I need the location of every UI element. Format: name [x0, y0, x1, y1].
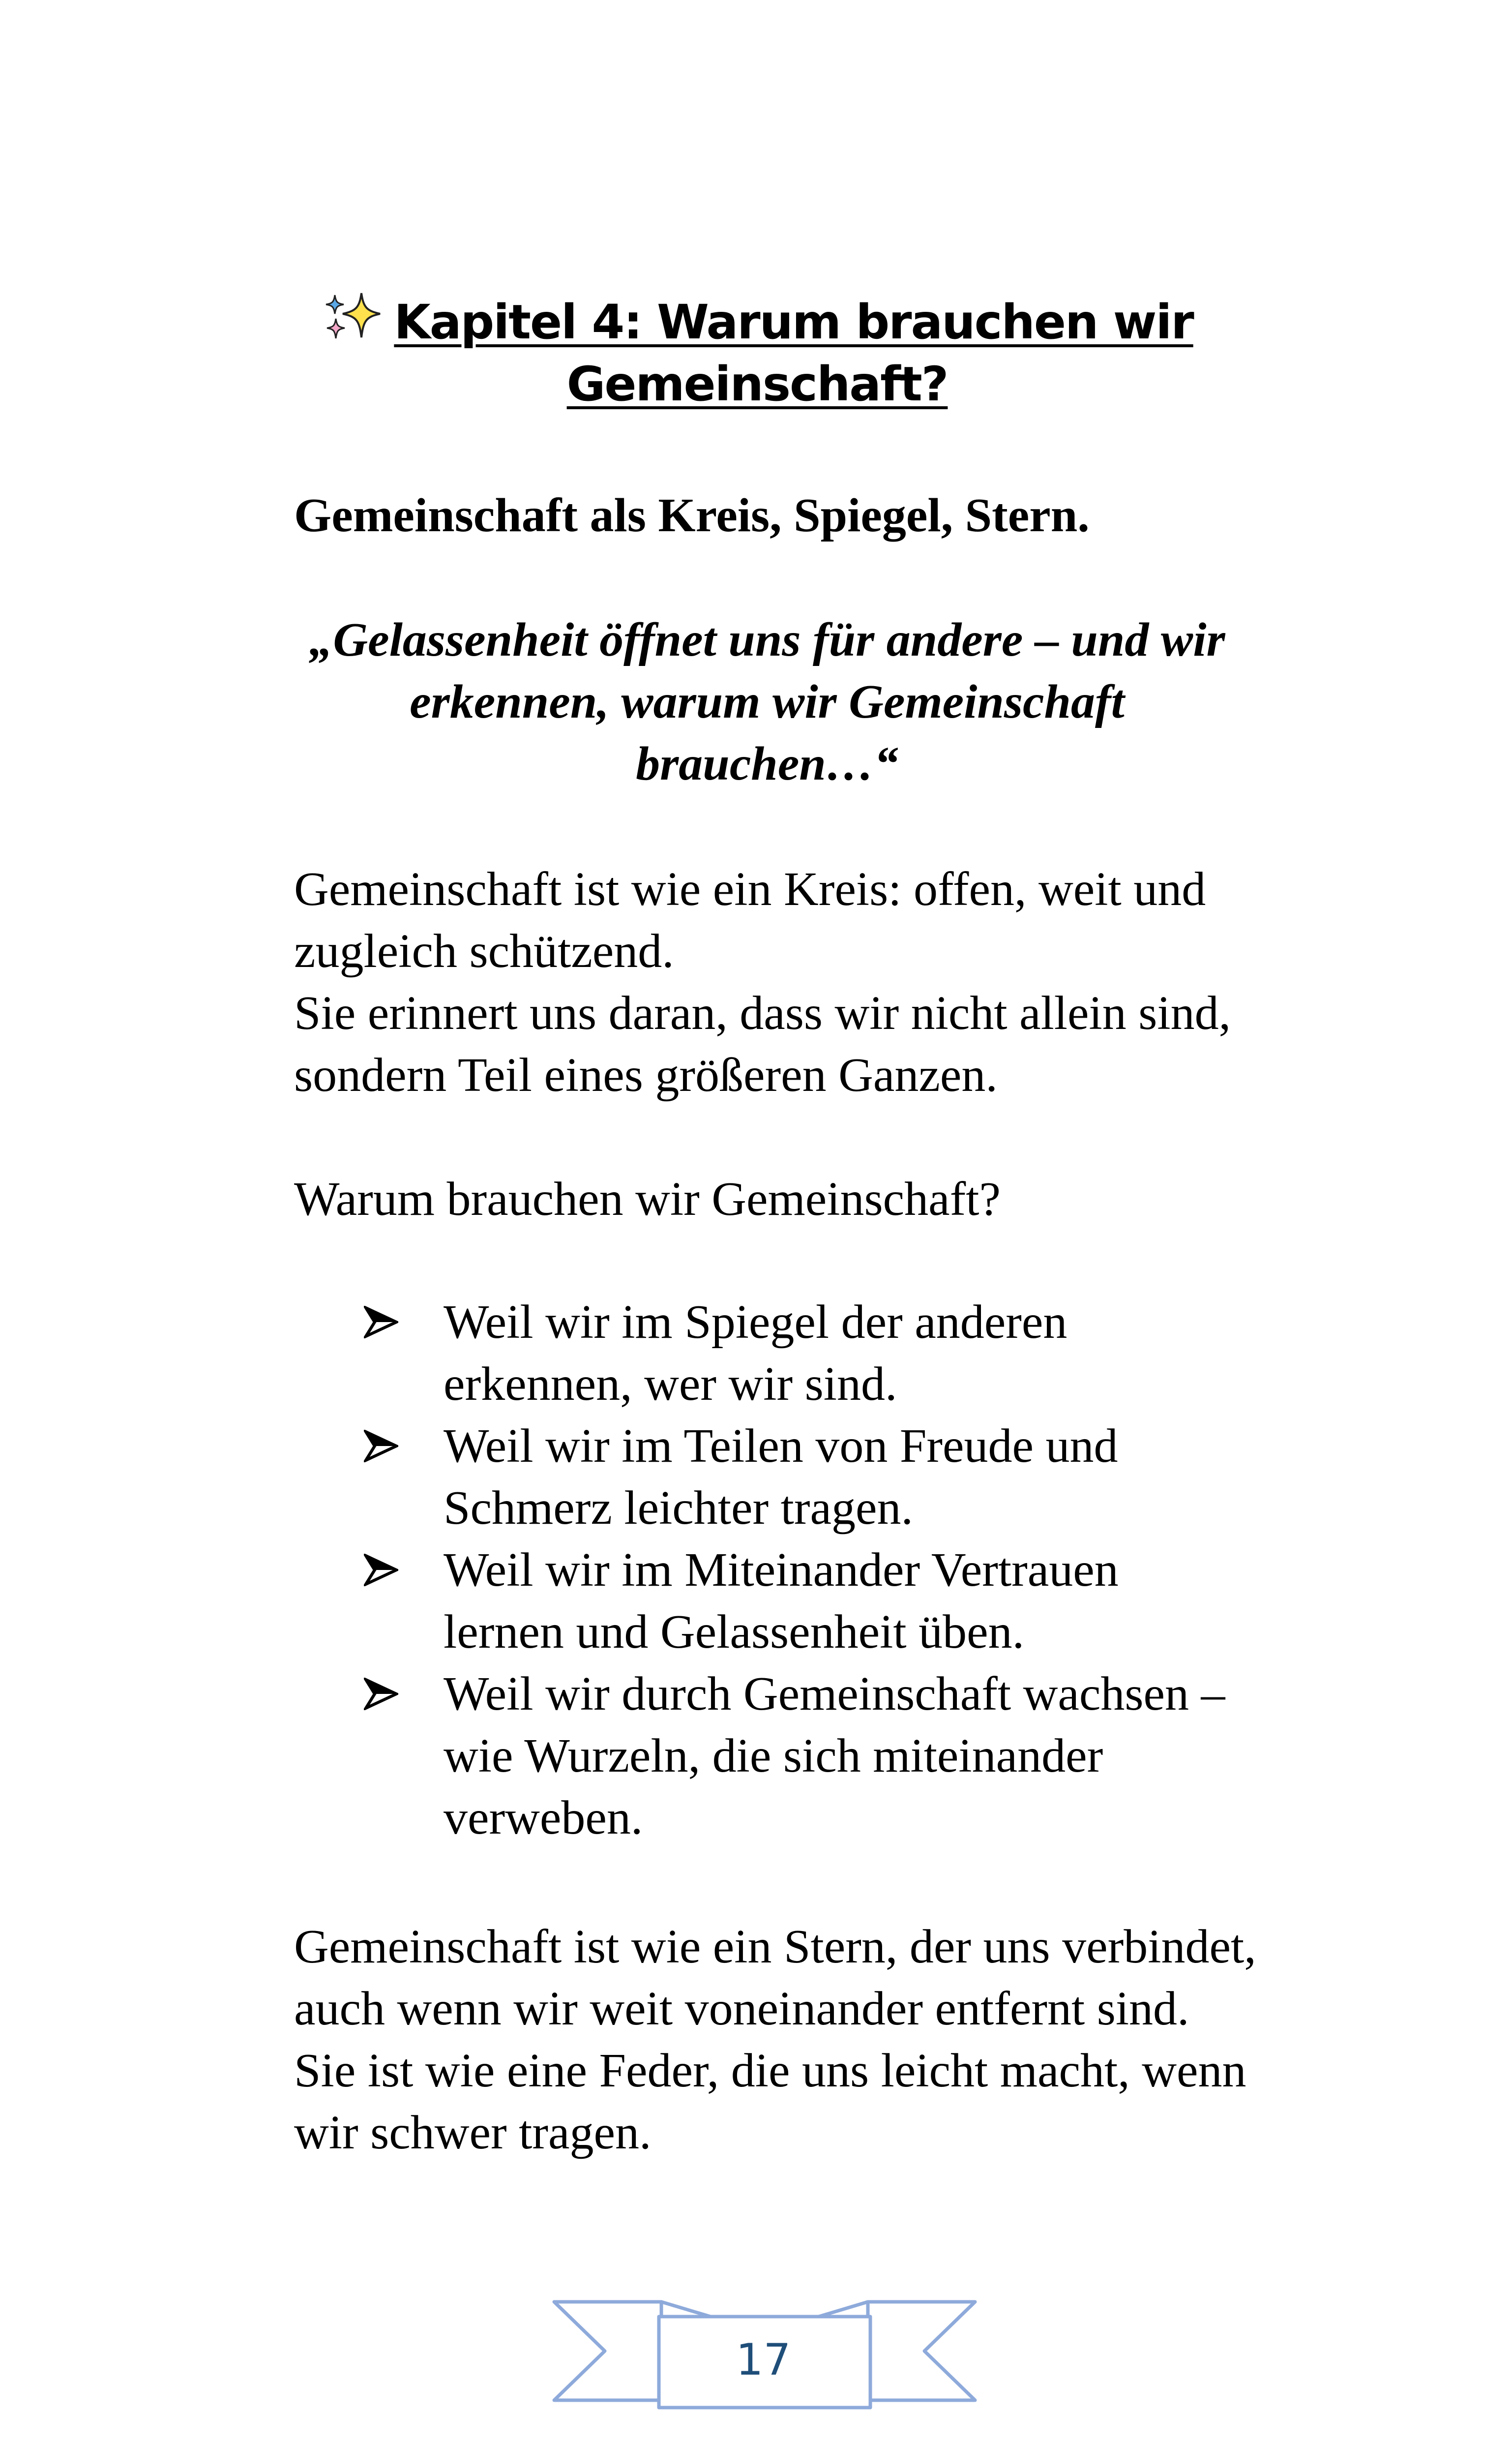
list-item-text: Weil wir im Teilen von Freude und Schmerz leichter tragen.	[444, 1419, 1118, 1535]
page-number: 17	[736, 2334, 791, 2385]
list-item-text: Weil wir durch Gemeinschaft wachsen – wie Wurzeln, die sich miteinander verweben.	[444, 1667, 1225, 1844]
chapter-title: Kapitel 4: Warum brauchen wir Gemeinschaft?	[394, 295, 1193, 412]
list-item-text: Weil wir im Miteinander Vertrauen lernen und Gelassenheit üben.	[444, 1543, 1119, 1659]
reasons-list	[364, 1291, 1249, 1849]
closing-sentence-2: Sie ist wie eine Feder, die uns leicht macht, wenn wir schwer tragen.	[294, 2044, 1246, 2159]
epigraph-quote: „Gelassenheit öffnet uns für andere – und wir erkennen, warum wir Gemeinschaft brauchen…“	[309, 613, 1225, 790]
intro-sentence-2: Sie erinnert uns daran, dass wir nicht allein sind, sondern Teil eines größeren Ganzen.	[294, 987, 1231, 1102]
list-item-text: Weil wir im Spiegel der anderen erkennen, wer wir sind.	[444, 1296, 1067, 1411]
question-line: Warum brauchen wir Gemeinschaft?	[294, 1173, 1001, 1226]
closing-sentence-1: Gemeinschaft ist wie ein Stern, der uns verbindet, auch wenn wir weit voneinander entfernt sind.	[294, 1920, 1256, 2035]
arrowhead-bullet-icon	[364, 1306, 398, 1338]
arrowhead-bullet-icon	[364, 1678, 398, 1710]
closing-paragraph	[294, 1916, 1277, 2164]
list-item	[364, 1291, 1249, 1415]
intro-paragraph	[294, 858, 1277, 1106]
arrowhead-bullet-icon	[364, 1430, 398, 1462]
list-item	[364, 1539, 1249, 1663]
arrowhead-bullet-icon	[364, 1554, 398, 1586]
list-item	[364, 1415, 1249, 1539]
sparkles-icon	[321, 290, 385, 344]
list-item	[364, 1663, 1249, 1849]
chapter-heading	[295, 290, 1219, 415]
intro-sentence-1: Gemeinschaft ist wie ein Kreis: offen, weit und zugleich schützend.	[294, 863, 1206, 978]
section-subheading: Gemeinschaft als Kreis, Spiegel, Stern.	[294, 489, 1090, 542]
